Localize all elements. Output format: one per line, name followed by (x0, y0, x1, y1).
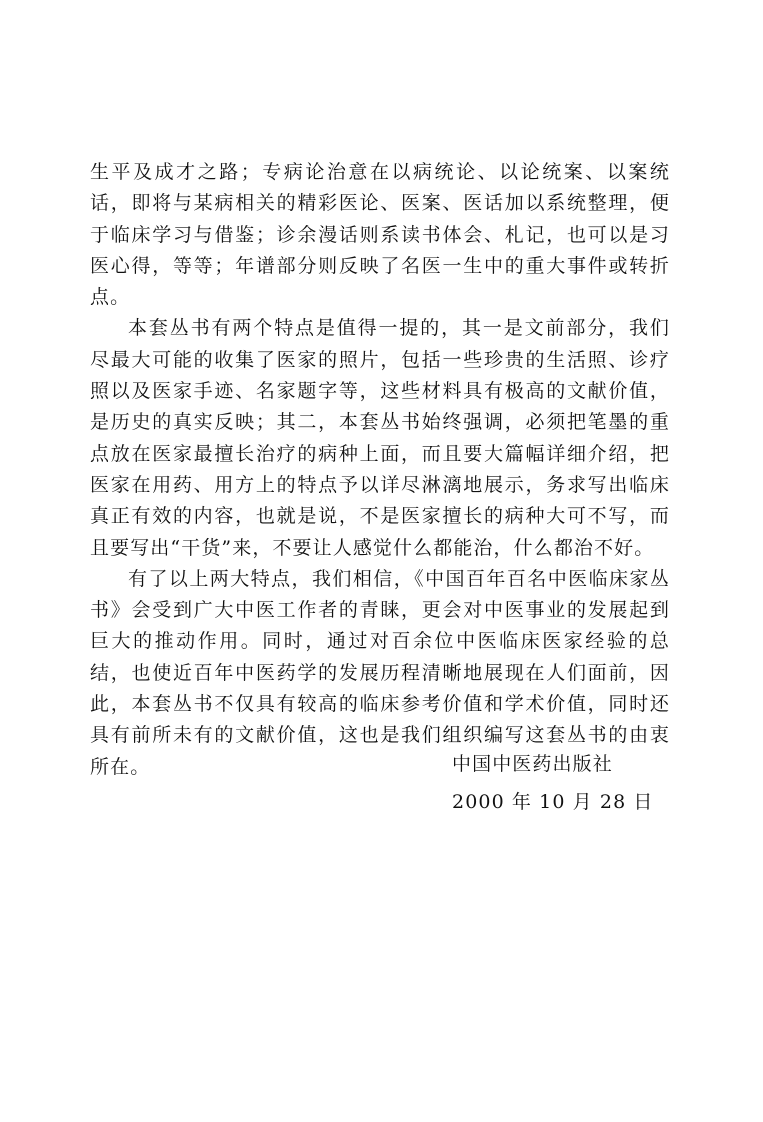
paragraph-1: 生平及成才之路；专病论治意在以病统论、以论统案、以案统话，即将与某病相关的精彩医论、医案、医话加以系统整理，便于临床学习与借鉴；诊余漫话则系读书体会、札记，也可以是习医心得，等等；年谱部分则反映了名医一生中的重大事件或转折点。 (90, 161, 670, 309)
signature-block (452, 748, 702, 818)
body-text (90, 157, 670, 783)
paragraph-3: 有了以上两大特点，我们相信，《中国百年百名中医临床家丛书》会受到广大中医工作者的青睐，更会对中医事业的发展起到巨大的推动作用。同时，通过对百余位中医临床医家经验的总结，也使近百年中医药学的发展历程清晰地展现在人们面前，因此，本套丛书不仅具有较高的临床参考价值和学术价值，同时还具有前所未有的文献价值，这也是我们组织编写这套丛书的由衷所在。 (90, 567, 670, 778)
publication-date: 2000 年 10 月 28 日 (452, 791, 654, 813)
paragraph-2: 本套丛书有两个特点是值得一提的，其一是文前部分，我们尽最大可能的收集了医家的照片，包括一些珍贵的生活照、诊疗照以及医家手迹、名家题字等，这些材料具有极高的文献价值，是历史的真实反映；其二，本套丛书始终强调，必须把笔墨的重点放在医家最擅长治疗的病种上面，而且要大篇幅详细介绍，把医家在用药、用方上的特点予以详尽淋漓地展示，务求写出临床真正有效的内容，也就是说，不是医家擅长的病种大可不写，而且要写出“干货”来，不要让人感觉什么都能治，什么都治不好。 (90, 317, 670, 559)
publisher-name: 中国中医药出版社 (452, 753, 613, 775)
